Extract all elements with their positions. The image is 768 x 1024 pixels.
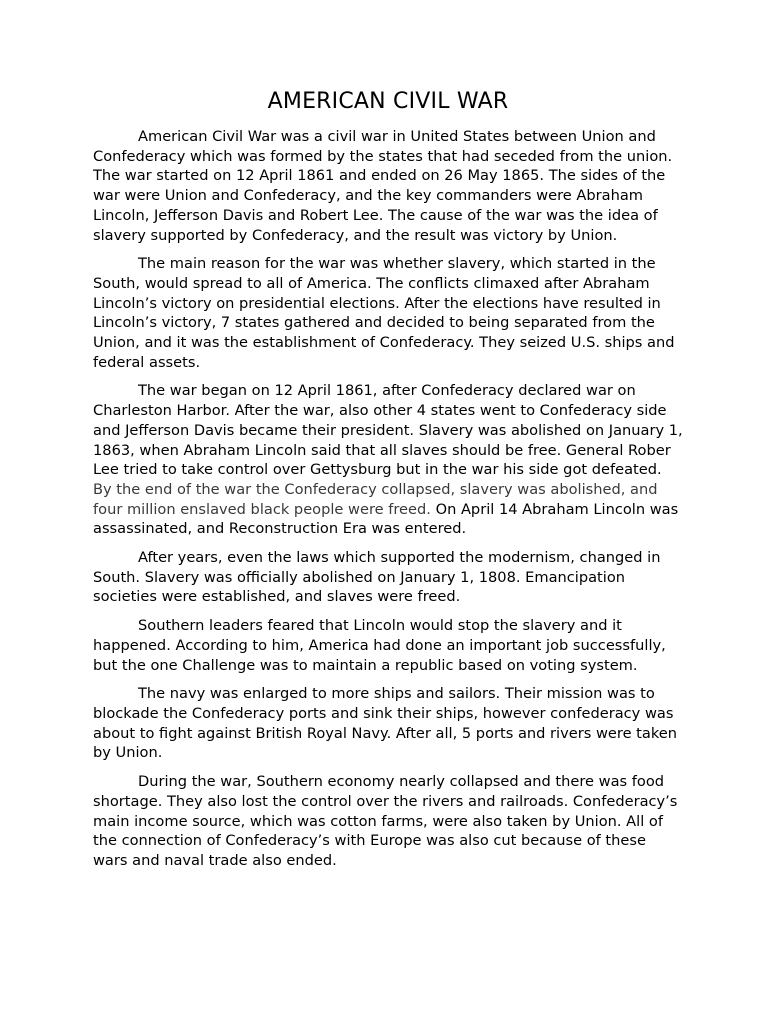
document-title: AMERICAN CIVIL WAR xyxy=(267,89,509,114)
paragraph-southern-leaders: Southern leaders feared that Lincoln would stop the slavery and it happened. According to him, America had done an important job successfully, but the one Challenge was to maintain a republic based on voting system. xyxy=(93,617,666,674)
paragraph-navy: The navy was enlarged to more ships and sailors. Their mission was to blockade the Confederacy ports and sink their ships, however confederacy was about to fight against British Royal Navy. After all, 5 ports and rivers were taken by Union. xyxy=(93,685,678,762)
paragraph-assassination-text: On April 14 Abraham Lincoln was assassinated, and Reconstruction Era was entered. xyxy=(93,500,679,538)
paragraph-intro: American Civil War was a civil war in United States between Union and Confederacy which was formed by the states that had seceded from the union. The war started on 12 April 1861 and ended on 26 May 1865. The sides of the war were Union and Confederacy, and the key commanders were Abraham Lincoln, Jefferson Davis and Robert Lee. The cause of the war was the idea of slavery supported by Confederacy, and the result was victory by Union. xyxy=(93,128,673,244)
paragraph-economy: During the war, Southern economy nearly collapsed and there was food shortage. They also lost the control over the rivers and railroads. Confederacy’s main income source, which was cotton farms, were also taken by Union. All of the connection of Confederacy’s with Europe was also cut because of these wars and naval trade also ended. xyxy=(93,773,678,869)
paragraph-war-began-text: The war began on 12 April 1861, after Confederacy declared war on Charleston Harbor. After the war, also other 4 states went to Confederacy side and Jefferson Davis became their president. Slavery was abolished on January 1, 1863, when Abraham Lincoln said that all slaves should be free. General Rober Lee tried to take control over Gettysburg but in the war his side got defeated. xyxy=(93,382,683,479)
paragraph-laws: After years, even the laws which supported the modernism, changed in South. Slavery was officially abolished on January 1, 1808. Emancipation societies were established, and slaves were freed. xyxy=(93,549,661,606)
document-page xyxy=(93,86,683,880)
paragraph-war-began xyxy=(93,381,683,539)
paragraph-main-reason: The main reason for the war was whether slavery, which started in the South, would spread to all of America. The conflicts climaxed after Abraham Lincoln’s victory on presidential elections. After the elections have resulted in Lincoln’s victory, 7 states gathered and decided to being separated from the Union, and it was the establishment of Confederacy. They seized U.S. ships and federal assets. xyxy=(93,255,675,371)
paragraph-war-end-text: By the end of the war the Confederacy collapsed, slavery was abolished, and four million enslaved black people were freed. xyxy=(93,480,658,518)
